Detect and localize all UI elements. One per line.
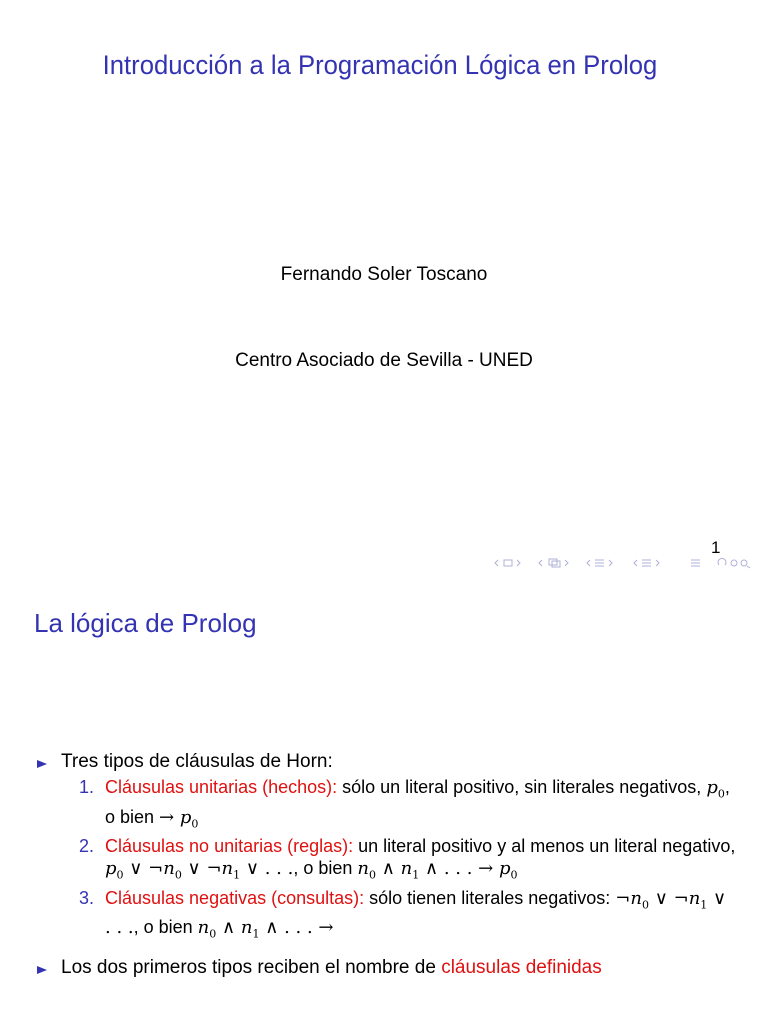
author-name: Fernando Soler Toscano [280, 264, 488, 285]
institution: Centro Asociado de Sevilla - UNED [235, 350, 533, 371]
formula: $p_0$ [706, 777, 725, 801]
triangle-bullet-icon [37, 760, 47, 768]
item-text: , o bien [293, 858, 358, 879]
beamer-nav-symbols-icon[interactable] [494, 556, 764, 570]
item-text: un literal positivo y al menos un literal negativo, [353, 836, 736, 857]
slide-title: La lógica de Prolog [34, 608, 257, 638]
content-slide [0, 576, 768, 1024]
slide-body [36, 750, 736, 980]
item-text: , o bien [133, 917, 198, 938]
item-number: 2. [79, 836, 95, 857]
page-number: 1 [711, 538, 721, 557]
item-number: 3. [79, 887, 95, 908]
item-term: Cláusulas unitarias (hechos): [105, 777, 338, 797]
formula: $n_0$ ∧ $n_1$ ∧ . . . → $p_0$ [357, 858, 518, 882]
formula: $n_0$ ∧ $n_1$ ∧ . . . → [197, 917, 334, 941]
item-term: Cláusulas negativas (consultas): [105, 887, 365, 908]
clause-types-list [61, 776, 736, 946]
triangle-bullet-icon [37, 966, 47, 974]
bullet-horn-clauses [36, 750, 736, 946]
formula: $\neg n_0$ ∨ $\neg n_1$ ∨ . . . [105, 887, 727, 939]
highlighted-term: cláusulas definidas [441, 956, 602, 978]
list-item [79, 776, 736, 835]
item-term: Cláusulas no unitarias (reglas): [105, 836, 354, 857]
list-item [79, 887, 736, 946]
item-text: sólo un literal positivo, sin literales negativos, [337, 777, 707, 797]
formula: $p_0$ ∨ $\neg n_0$ ∨ $\neg n_1$ ∨ . . . [105, 858, 294, 882]
formula: → $p_0$ [159, 806, 199, 831]
bullet-text: Tres tipos de cláusulas de Horn: [61, 751, 333, 772]
item-number: 1. [79, 777, 95, 797]
item-text: , o bien [105, 777, 730, 827]
bullet-definite-clauses [36, 956, 736, 980]
list-item [79, 835, 736, 887]
presentation-title: Introducción a la Programación Lógica en Prolog [102, 50, 658, 80]
item-text: sólo tienen literales negativos: [364, 887, 616, 908]
bullet-text: Los dos primeros tipos reciben el nombre de [61, 956, 442, 978]
